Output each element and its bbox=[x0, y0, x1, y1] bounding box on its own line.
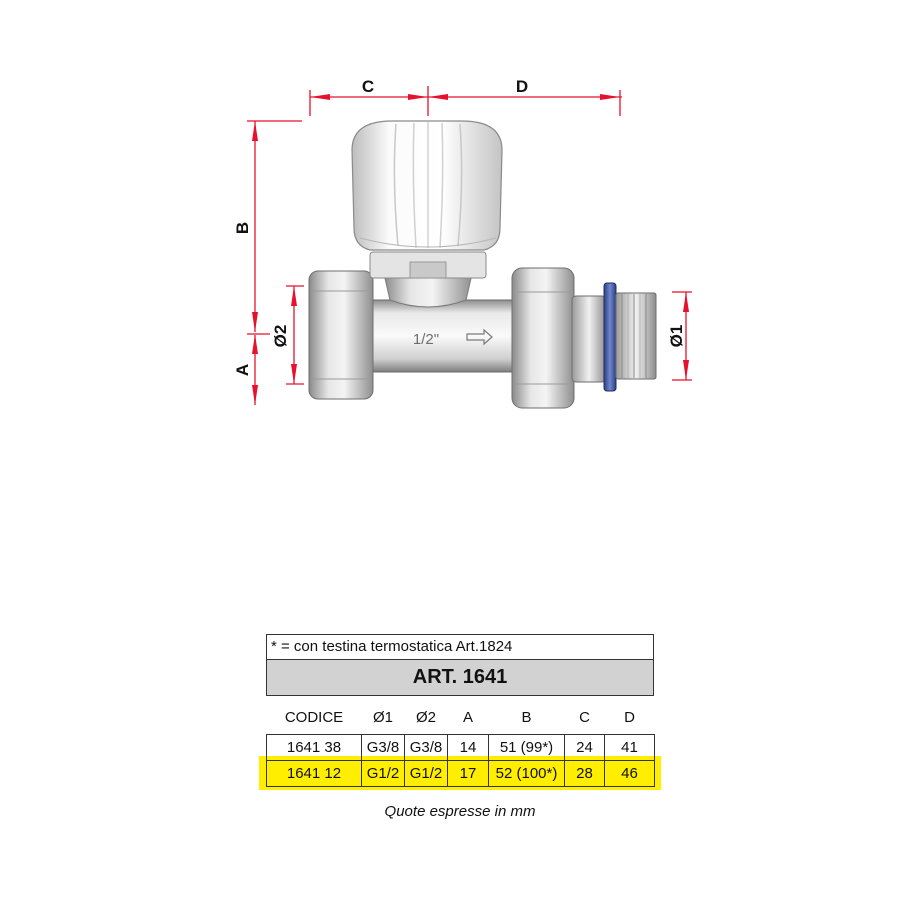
table-cell: 1641 12 bbox=[267, 761, 362, 787]
dimension-label-phi1: Ø1 bbox=[667, 324, 686, 348]
table-cell: G1/2 bbox=[405, 761, 448, 787]
valve-size-marking: 1/2" bbox=[412, 331, 440, 348]
col-header: Ø1 bbox=[372, 708, 393, 726]
valve-body bbox=[309, 268, 656, 408]
table-row bbox=[267, 735, 655, 761]
dimension-label-c: C bbox=[361, 77, 375, 96]
col-header: B bbox=[521, 708, 532, 726]
units-note: Quote espresse in mm bbox=[384, 803, 536, 820]
table-cell: 41 bbox=[605, 735, 655, 761]
table-cell: 46 bbox=[605, 761, 655, 787]
col-header: Ø2 bbox=[415, 708, 436, 726]
table-cell: G1/2 bbox=[362, 761, 405, 787]
dimension-label-a: A bbox=[233, 363, 252, 377]
table-cell: 24 bbox=[565, 735, 605, 761]
col-header: D bbox=[624, 708, 635, 726]
spec-header bbox=[266, 634, 654, 696]
table-cell: 52 (100*) bbox=[489, 761, 565, 787]
dimension-label-b: B bbox=[233, 221, 252, 235]
article-title: ART. 1641 bbox=[266, 660, 654, 696]
table-header-row bbox=[267, 703, 655, 731]
table-cell: 1641 38 bbox=[267, 735, 362, 761]
col-header: C bbox=[579, 708, 590, 726]
table-cell: 28 bbox=[565, 761, 605, 787]
dimensions-table bbox=[266, 703, 655, 787]
table-cell: G3/8 bbox=[362, 735, 405, 761]
table-cell: 14 bbox=[448, 735, 489, 761]
table-cell: 51 (99*) bbox=[489, 735, 565, 761]
table-cell: 17 bbox=[448, 761, 489, 787]
col-header: A bbox=[462, 708, 473, 726]
handwheel-knob bbox=[352, 121, 502, 278]
col-header: CODICE bbox=[284, 708, 344, 726]
table-row-highlighted bbox=[267, 761, 655, 787]
dimension-label-phi2: Ø2 bbox=[271, 324, 290, 348]
dimension-label-d: D bbox=[515, 77, 529, 96]
thermostatic-head-note: * = con testina termostatica Art.1824 bbox=[266, 634, 654, 660]
table-cell: G3/8 bbox=[405, 735, 448, 761]
